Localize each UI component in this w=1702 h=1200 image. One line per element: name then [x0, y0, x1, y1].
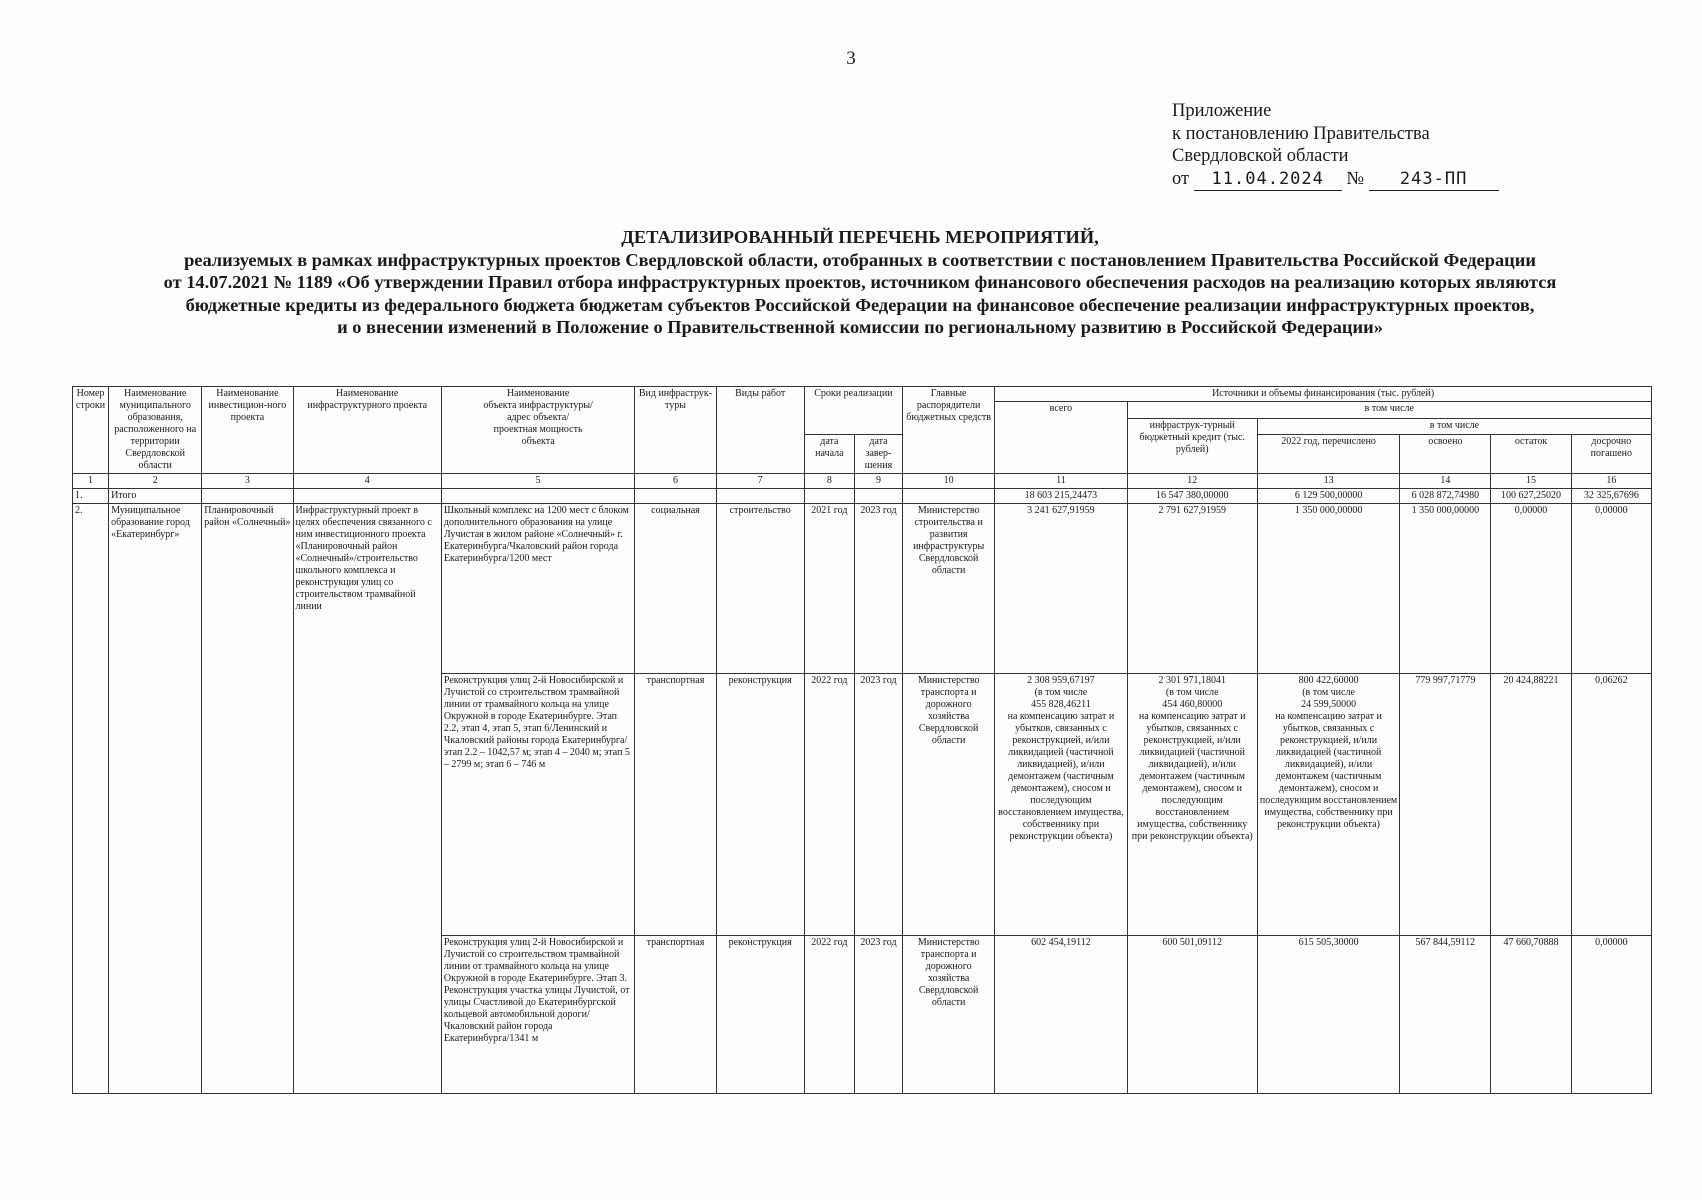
- appendix-line-1: Приложение: [1172, 101, 1272, 121]
- document-title: [60, 226, 1660, 339]
- from-label: от: [1172, 168, 1190, 189]
- header-infra-project: Наименование инфраструктурного проекта: [293, 387, 441, 474]
- page-number: 3: [846, 48, 856, 69]
- decree-number: 243-ПП: [1369, 168, 1499, 192]
- object-works: реконструкция: [716, 674, 804, 936]
- table-row: [73, 504, 1652, 674]
- object-c12: 2 791 627,91959: [1127, 504, 1257, 674]
- col-num: 9: [854, 474, 902, 489]
- object-name: Реконструкция улиц 2-й Новосибирской и Лучистой со строительством трамвайной линии от трамвайного кольца на улице Окружной в городе Екатеринбурге. Этап 3. Реконструкция участка улицы Лучистой, от улицы Счастливой до Екатеринбургской кольцевой автомобильной дороги/ Чкаловский район города Екатеринбурга/1341 м: [441, 936, 634, 1094]
- object-c16: 0,00000: [1571, 504, 1651, 674]
- object-c14: 779 997,71779: [1400, 674, 1491, 936]
- header-financing: Источники и объемы финансирования (тыс. рублей): [995, 387, 1652, 402]
- title-line-5: и о внесении изменений в Положение о Правительственной комиссии по региональному развитию в Российской Федерации»: [337, 317, 1383, 337]
- object-c15: 47 660,70888: [1491, 936, 1571, 1094]
- header-infra-type: Вид инфраструк-туры: [635, 387, 716, 474]
- header-2022-transferred: 2022 год, перечислено: [1257, 435, 1399, 474]
- column-numbers-row: [73, 474, 1652, 489]
- header-early-repaid: досрочно погашено: [1571, 435, 1651, 474]
- object-c13: 615 505,30000: [1257, 936, 1399, 1094]
- total-c14: 6 028 872,74980: [1400, 489, 1491, 504]
- appendix-line-2: к постановлению Правительства: [1172, 123, 1430, 144]
- object-end: 2023 год: [854, 674, 902, 936]
- col-num: 14: [1400, 474, 1491, 489]
- col-num: 13: [1257, 474, 1399, 489]
- object-type: социальная: [635, 504, 716, 674]
- object-name: Школьный комплекс на 1200 мест с блоком дополнительного образования на улице Лучистая в жилом районе «Солнечный» г. Екатеринбурга/Чкаловский район города Екатеринбурга/1200 мест: [441, 504, 634, 674]
- object-type: транспортная: [635, 936, 716, 1094]
- object-start: 2022 год: [804, 936, 854, 1094]
- object-end: 2023 год: [854, 504, 902, 674]
- object-type: транспортная: [635, 674, 716, 936]
- object-c11: 3 241 627,91959: [995, 504, 1127, 674]
- header-end-date: дата завер-шения: [854, 435, 902, 474]
- total-label: Итого: [109, 489, 202, 504]
- col-num: 12: [1127, 474, 1257, 489]
- header-terms: Сроки реализации: [804, 387, 902, 435]
- object-c16: 0,06262: [1571, 674, 1651, 936]
- total-c16: 32 325,67696: [1571, 489, 1651, 504]
- object-works: строительство: [716, 504, 804, 674]
- row-num: 2.: [73, 504, 109, 1094]
- object-end: 2023 год: [854, 936, 902, 1094]
- appendix-date-line: [1172, 168, 1499, 192]
- total-num: 1.: [73, 489, 109, 504]
- title-line-2: реализуемых в рамках инфраструктурных проектов Свердловской области, отобранных в соответствии с постановлением Правительства Российской Федерации: [184, 249, 1536, 270]
- object-c13: 1 350 000,00000: [1257, 504, 1399, 674]
- measures-table: [72, 386, 1652, 1094]
- object-c12: 600 501,09112: [1127, 936, 1257, 1094]
- object-start: 2021 год: [804, 504, 854, 674]
- object-start: 2022 год: [804, 674, 854, 936]
- col-num: 15: [1491, 474, 1571, 489]
- header-infra-credit: инфраструк-турный бюджетный кредит (тыс. рублей): [1127, 418, 1257, 474]
- object-c13: 800 422,60000 (в том числе 24 599,50000 на компенсацию затрат и убытков, связанных с реконструкцией, и/или ликвидацией (частичной ликвидацией), и/или демонтажем (частичным демонтажем), сносом и последующим восстановлением имущества, собственнику при реконструкции объекта): [1257, 674, 1399, 936]
- header-start-date: дата начала: [804, 435, 854, 474]
- col-num: 4: [293, 474, 441, 489]
- col-num: 8: [804, 474, 854, 489]
- object-manager: Министерство строительства и развития инфраструктуры Свердловской области: [903, 504, 995, 674]
- number-label: №: [1346, 168, 1364, 189]
- header-municipality: Наименование муниципального образования, расположенного на территории Свердловской области: [109, 387, 202, 474]
- header-object: Наименование объекта инфраструктуры/ адрес объекта/ проектная мощность объекта: [441, 387, 634, 474]
- appendix-line-3: Свердловской области: [1172, 146, 1349, 166]
- col-num: 6: [635, 474, 716, 489]
- municipality-cell: Муниципальное образование город «Екатеринбург»: [109, 504, 202, 1094]
- total-c15: 100 627,25020: [1491, 489, 1571, 504]
- header-including-2: в том числе: [1257, 418, 1651, 435]
- header-total: всего: [995, 402, 1127, 474]
- infra-project-cell: Инфраструктурный проект в целях обеспечения связанного с ним инвестиционного проекта «Планировочный район «Солнечный»/строительство школьного комплекса и реконструкция улиц со строительством трамвайной линии: [293, 504, 441, 1094]
- col-num: 7: [716, 474, 804, 489]
- object-c12: 2 301 971,18041 (в том числе 454 460,80000 на компенсацию затрат и убытков, связанных с реконструкцией, и/или ликвидацией (частичной ликвидацией), и/или демонтажем (частичным демонтажем), сносом и последующим восстановлением имущества, собственнику при реконструкции объекта): [1127, 674, 1257, 936]
- col-num: 5: [441, 474, 634, 489]
- object-c11: 602 454,19112: [995, 936, 1127, 1094]
- col-num: 1: [73, 474, 109, 489]
- header-works: Виды работ: [716, 387, 804, 474]
- object-manager: Министерство транспорта и дорожного хозяйства Свердловской области: [903, 936, 995, 1094]
- object-works: реконструкция: [716, 936, 804, 1094]
- header-manager: Главные распорядители бюджетных средств: [903, 387, 995, 474]
- object-name: Реконструкция улиц 2-й Новосибирской и Лучистой со строительством трамвайной линии от трамвайного кольца на улице Окружной в городе Екатеринбурге. Этап 2.2, этап 4, этап 5, этап 6/Ленинский и Чкаловский районы города Екатеринбурга/этап 2.2 – 1042,57 м; этап 4 – 2040 м; этап 5 – 2799 м; этап 6 – 746 м: [441, 674, 634, 936]
- header-remainder: остаток: [1491, 435, 1571, 474]
- total-row: [73, 489, 1652, 504]
- total-c11: 18 603 215,24473: [995, 489, 1127, 504]
- header-mastered: освоено: [1400, 435, 1491, 474]
- object-c11: 2 308 959,67197 (в том числе 455 828,46211 на компенсацию затрат и убытков, связанных с реконструкцией, и/или ликвидацией (частичной ликвидацией), и/или демонтажем (частичным демонтажем), сносом и последующим восстановлением имущества, собственнику при реконструкции объекта): [995, 674, 1127, 936]
- col-num: 2: [109, 474, 202, 489]
- header-investment-project: Наименование инвестицион-ного проекта: [202, 387, 293, 474]
- header-including: в том числе: [1127, 402, 1651, 419]
- total-c12: 16 547 380,00000: [1127, 489, 1257, 504]
- object-c15: 0,00000: [1491, 504, 1571, 674]
- col-num: 16: [1571, 474, 1651, 489]
- col-num: 10: [903, 474, 995, 489]
- header-row-number: Номер строки: [73, 387, 109, 474]
- object-c14: 567 844,59112: [1400, 936, 1491, 1094]
- total-c13: 6 129 500,00000: [1257, 489, 1399, 504]
- investment-project-cell: Планировочный район «Солнечный»: [202, 504, 293, 1094]
- title-line-1: ДЕТАЛИЗИРОВАННЫЙ ПЕРЕЧЕНЬ МЕРОПРИЯТИЙ,: [621, 227, 1099, 247]
- title-line-3: от 14.07.2021 № 1189 «Об утверждении Правил отбора инфраструктурных проектов, источником финансового обеспечения расходов на реализацию которых являются: [163, 272, 1557, 292]
- object-manager: Министерство транспорта и дорожного хозяйства Свердловской области: [903, 674, 995, 936]
- object-c14: 1 350 000,00000: [1400, 504, 1491, 674]
- col-num: 3: [202, 474, 293, 489]
- title-line-4: бюджетные кредиты из федерального бюджета бюджетам субъектов Российской Федерации на финансовое обеспечение реализации инфраструктурных проектов,: [185, 294, 1535, 315]
- col-num: 11: [995, 474, 1127, 489]
- decree-date: 11.04.2024: [1194, 168, 1342, 192]
- appendix-block: [1172, 100, 1499, 191]
- object-c16: 0,00000: [1571, 936, 1651, 1094]
- object-c15: 20 424,88221: [1491, 674, 1571, 936]
